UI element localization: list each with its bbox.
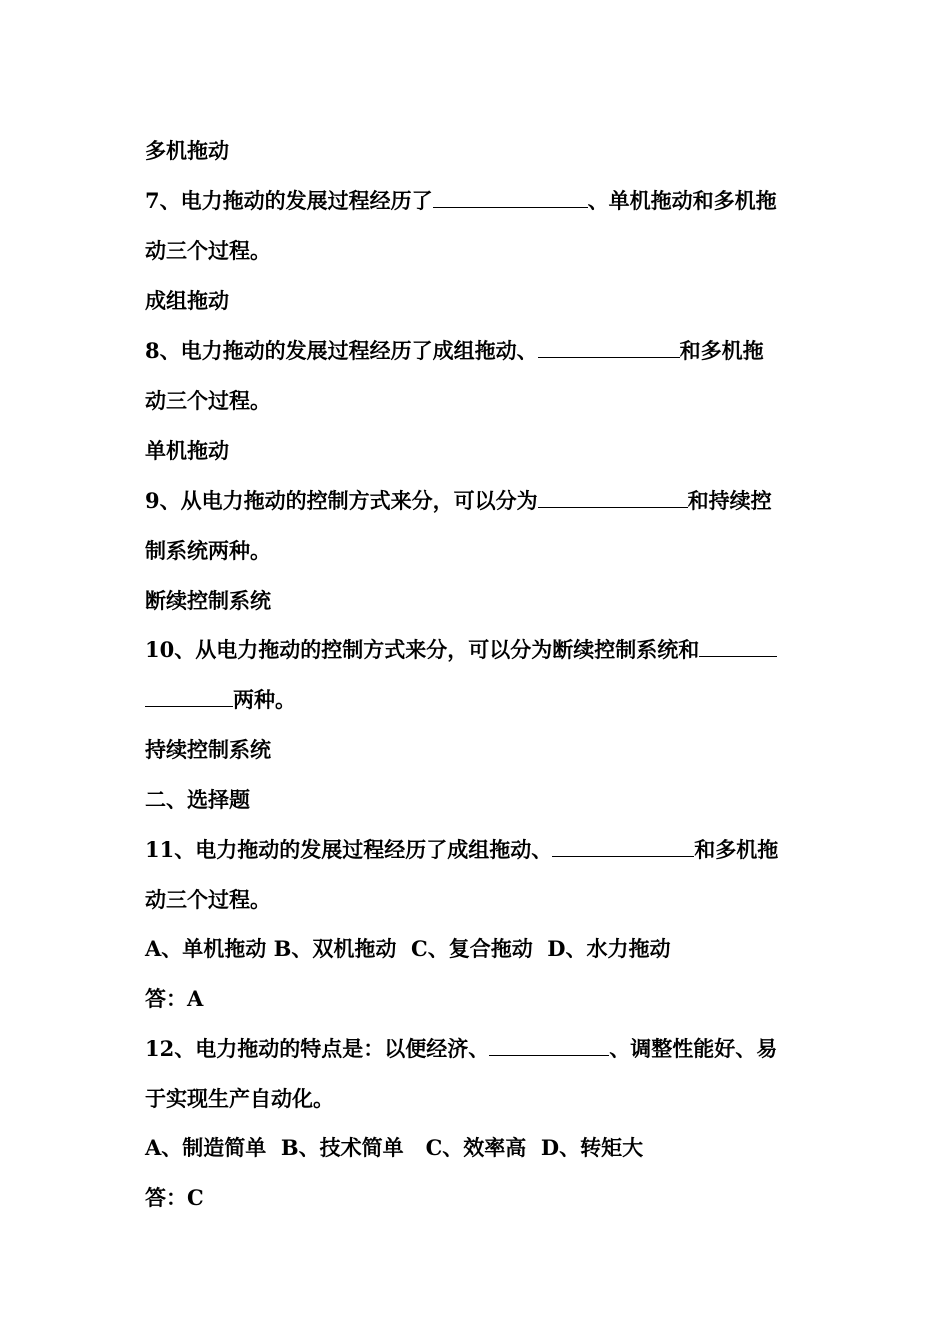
fill-blank — [489, 1037, 609, 1056]
fill-blank — [538, 339, 680, 358]
question-10-continued — [145, 686, 296, 714]
answer-line: 答：C — [145, 1185, 204, 1210]
question-text: 、单机拖动和多机拖 — [587, 188, 777, 213]
question-text: 动三个过程。 — [145, 887, 271, 912]
question-text: 制系统两种。 — [145, 538, 271, 563]
question-text: 9、从电力拖动的控制方式来分，可以分为 — [145, 488, 538, 513]
question-9 — [145, 487, 772, 515]
question-7 — [145, 187, 777, 215]
question-10 — [145, 636, 777, 664]
answer-text: 断续控制系统 — [145, 588, 271, 613]
question-text: 、调整性能好、易 — [609, 1036, 778, 1061]
options-line: A、制造简单 B、技术简单 C、效率高 D、转矩大 — [145, 1135, 644, 1160]
question-text: 动三个过程。 — [145, 388, 271, 413]
question-text: 11、电力拖动的发展过程经历了成组拖动、 — [145, 837, 553, 862]
question-text: 和多机拖 — [679, 338, 764, 363]
question-text: 12、电力拖动的特点是：以便经济、 — [145, 1036, 490, 1061]
answer-text: 持续控制系统 — [145, 737, 271, 762]
fill-blank — [145, 688, 233, 707]
question-text: 于实现生产自动化。 — [145, 1086, 334, 1111]
question-text: 两种。 — [233, 687, 296, 712]
question-text: 和持续控 — [687, 488, 772, 513]
question-text: 和多机拖 — [694, 837, 779, 862]
section-heading: 二、选择题 — [145, 787, 250, 812]
answer-text: 多机拖动 — [145, 138, 229, 163]
question-11 — [145, 836, 778, 864]
question-text: 10、从电力拖动的控制方式来分，可以分为断续控制系统和 — [145, 637, 700, 662]
fill-blank — [699, 638, 777, 657]
options-line: A、单机拖动 B、双机拖动 C、复合拖动 D、水力拖动 — [145, 936, 671, 961]
fill-blank — [552, 838, 694, 857]
question-text: 7、电力拖动的发展过程经历了 — [145, 188, 433, 213]
answer-text: 成组拖动 — [145, 288, 229, 313]
question-text: 8、电力拖动的发展过程经历了成组拖动、 — [145, 338, 538, 363]
fill-blank — [433, 189, 588, 208]
fill-blank — [538, 489, 688, 508]
question-12 — [145, 1035, 777, 1063]
question-text: 动三个过程。 — [145, 238, 271, 263]
answer-text: 单机拖动 — [145, 438, 229, 463]
question-8 — [145, 337, 764, 365]
answer-line: 答：A — [145, 986, 204, 1011]
